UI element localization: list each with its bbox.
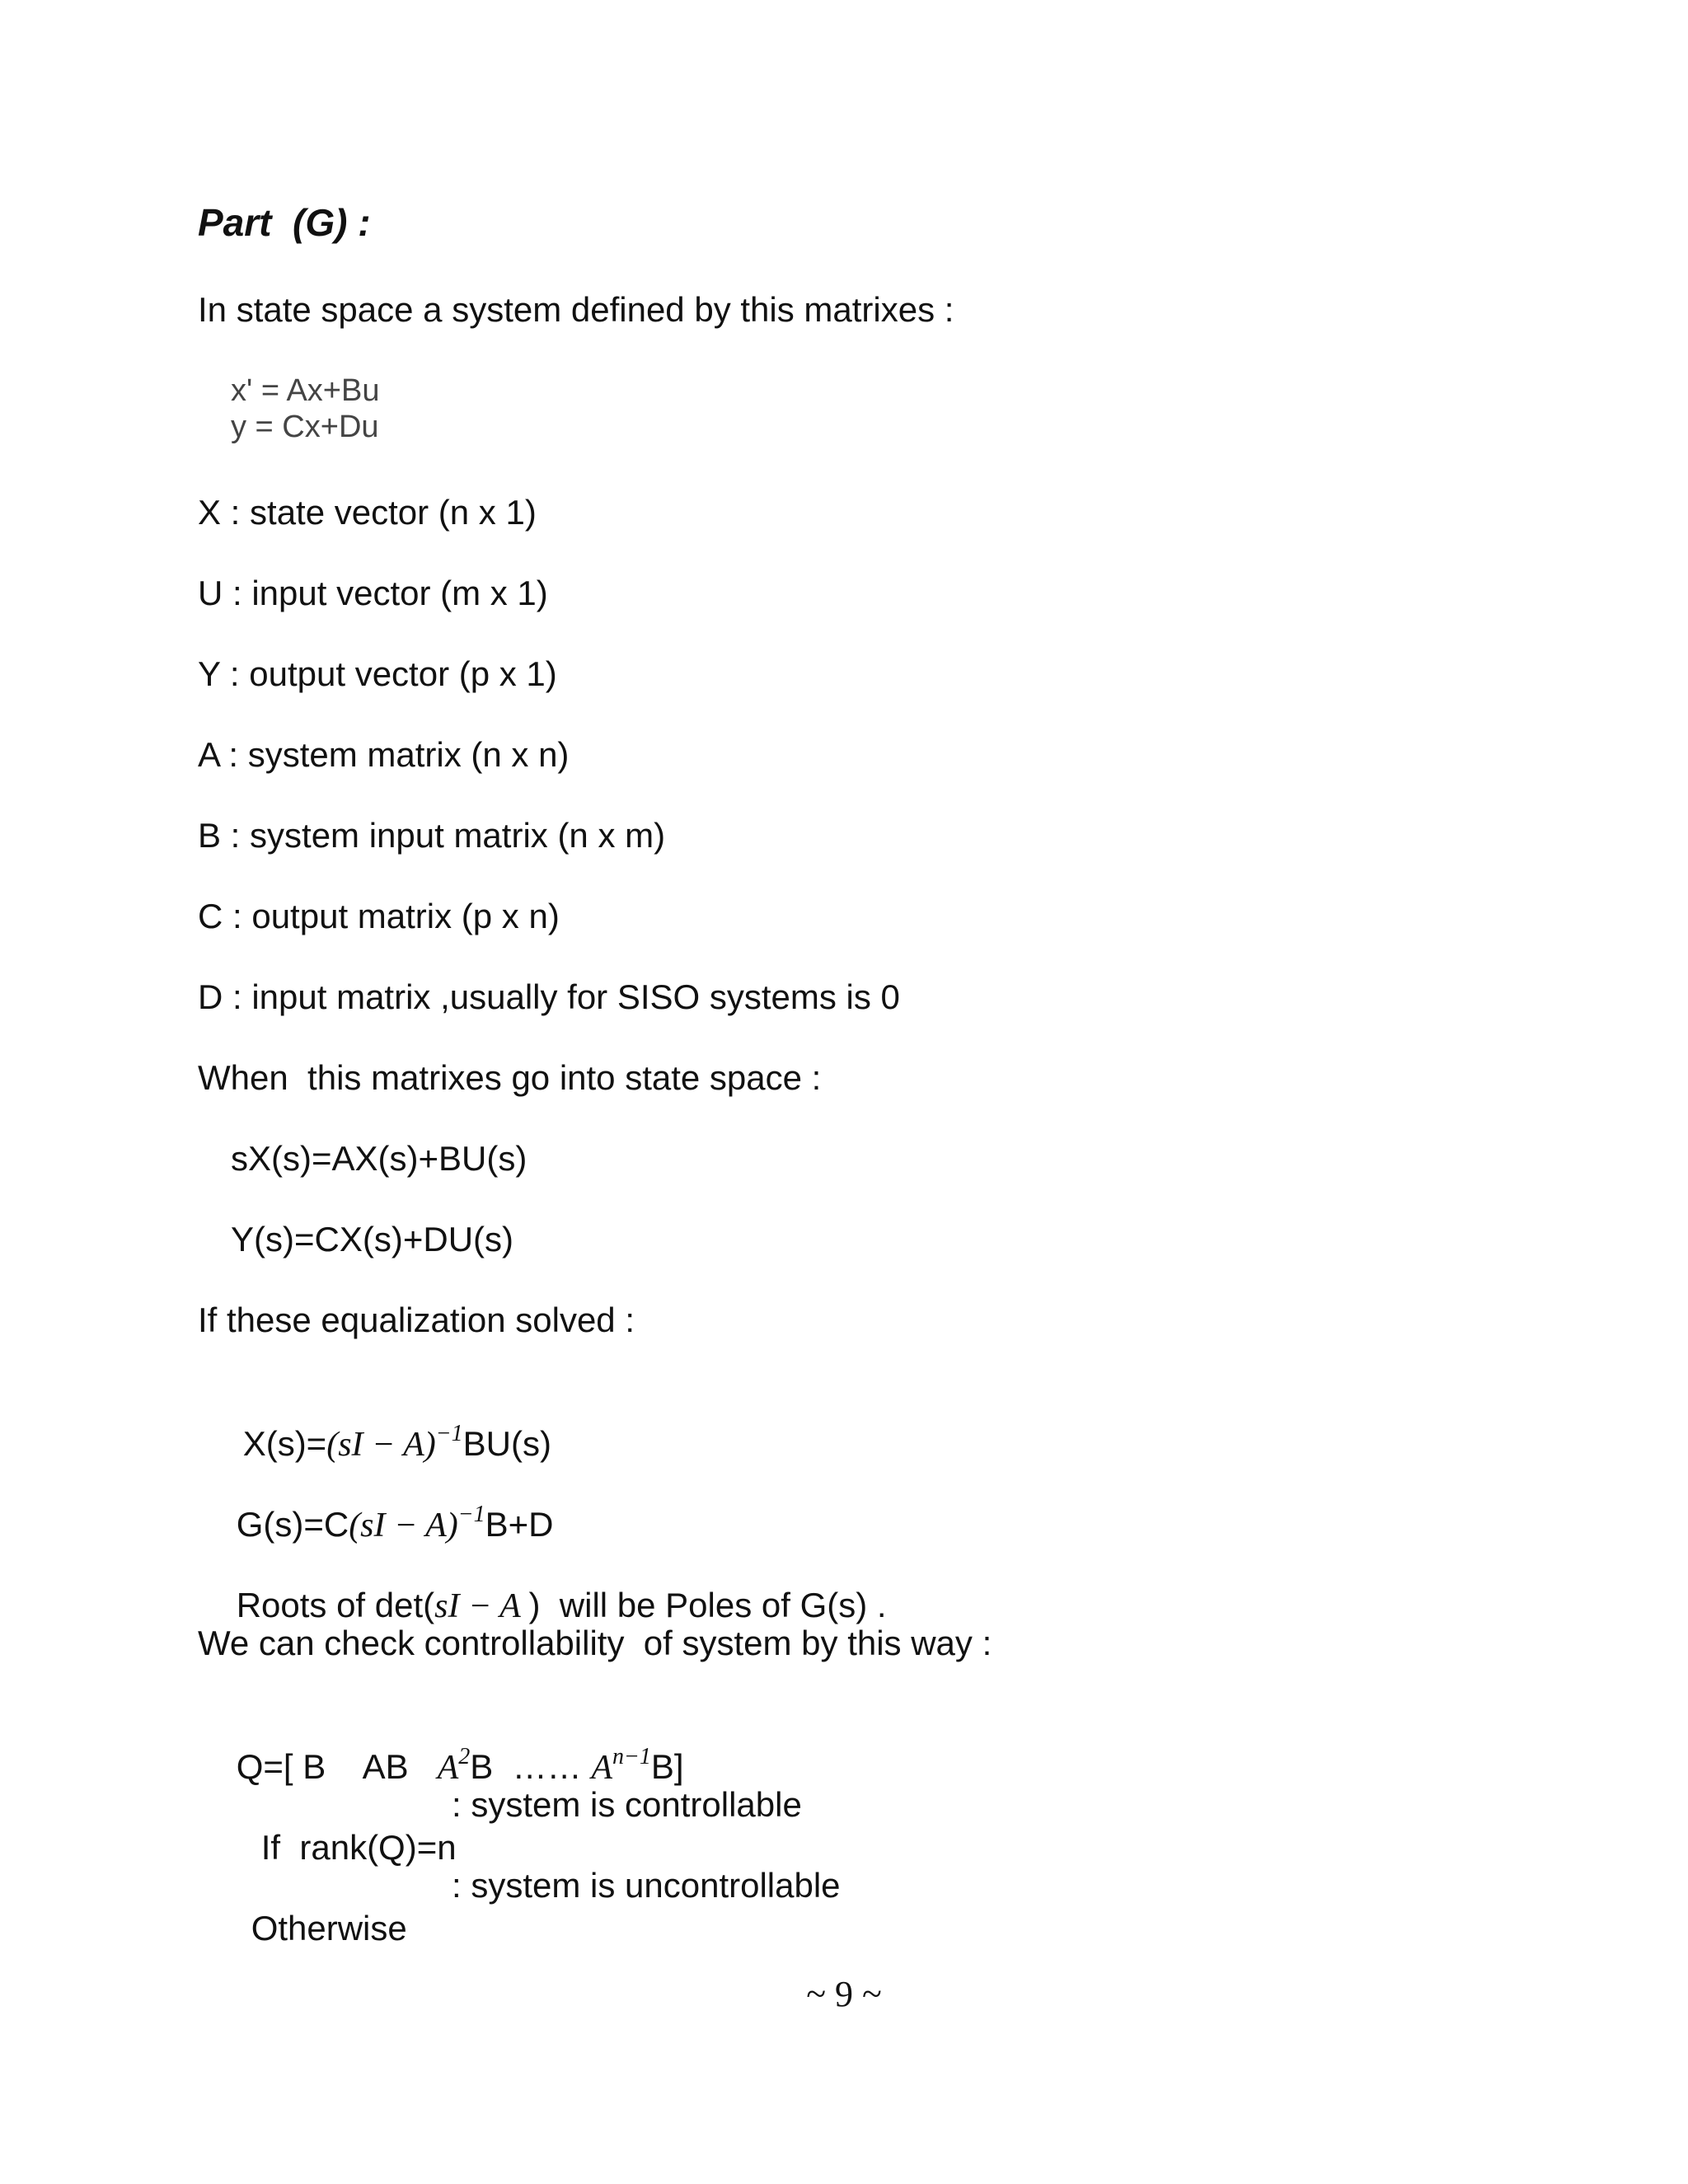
intro-text: In state space a system defined by this matrixes : (198, 290, 954, 329)
roots-prefix: Roots of det( (236, 1586, 435, 1624)
state-equation-2: y = Cx+Du (231, 410, 379, 444)
xs-suffix: BU(s) (462, 1424, 551, 1463)
laplace-equation-1: sX(s)=AX(s)+BU(s) (231, 1139, 528, 1178)
state-equation-1: x' = Ax+Bu (231, 373, 380, 408)
gs-exponent: −1 (457, 1502, 485, 1527)
q-suffix: B] (650, 1747, 684, 1786)
xs-math: (sI − A) (326, 1426, 436, 1464)
definition-y: Y : output vector (p x 1) (198, 654, 557, 693)
gs-suffix: B+D (485, 1505, 554, 1544)
condition-uncontrollable-result: : system is uncontrollable (452, 1866, 841, 1905)
gs-math: (sI − A) (349, 1507, 458, 1544)
xs-exponent: −1 (435, 1421, 463, 1446)
definition-d: D : input matrix ,usually for SISO systems is 0 (198, 977, 900, 1016)
section-title: Part (G) : (198, 201, 371, 244)
q-a2-exponent: 2 (458, 1744, 471, 1769)
roots-suffix: ) will be Poles of G(s) . (528, 1586, 887, 1624)
transition-text: When this matrixes go into state space : (198, 1058, 822, 1097)
condition-left: If rank(Q)=n (260, 1828, 457, 1867)
q-an-exponent: n−1 (612, 1744, 651, 1769)
q-an-base: A (591, 1749, 612, 1787)
q-mid: B …… (470, 1747, 592, 1786)
condition-controllable-result: : system is controllable (452, 1785, 802, 1824)
page-number: ~ 9 ~ (806, 1974, 882, 2014)
check-intro-text: We can check controllability of system by this way : (198, 1624, 992, 1662)
definition-a: A : system matrix (n x n) (198, 735, 570, 774)
definition-x: X : state vector (n x 1) (198, 493, 537, 532)
condition-left: Otherwise (251, 1909, 407, 1947)
definition-u: U : input vector (m x 1) (198, 574, 548, 612)
xs-prefix: X(s)= (242, 1424, 327, 1463)
gs-prefix: G(s)=C (236, 1505, 349, 1544)
solved-intro-text: If these equalization solved : (198, 1301, 635, 1339)
definition-b: B : system input matrix (n x m) (198, 816, 666, 855)
roots-math: sI − A (434, 1587, 529, 1625)
q-prefix: Q=[ B AB (236, 1747, 438, 1786)
q-a2-base: A (437, 1749, 459, 1787)
definition-c: C : output matrix (p x n) (198, 897, 560, 935)
laplace-equation-2: Y(s)=CX(s)+DU(s) (231, 1220, 513, 1258)
